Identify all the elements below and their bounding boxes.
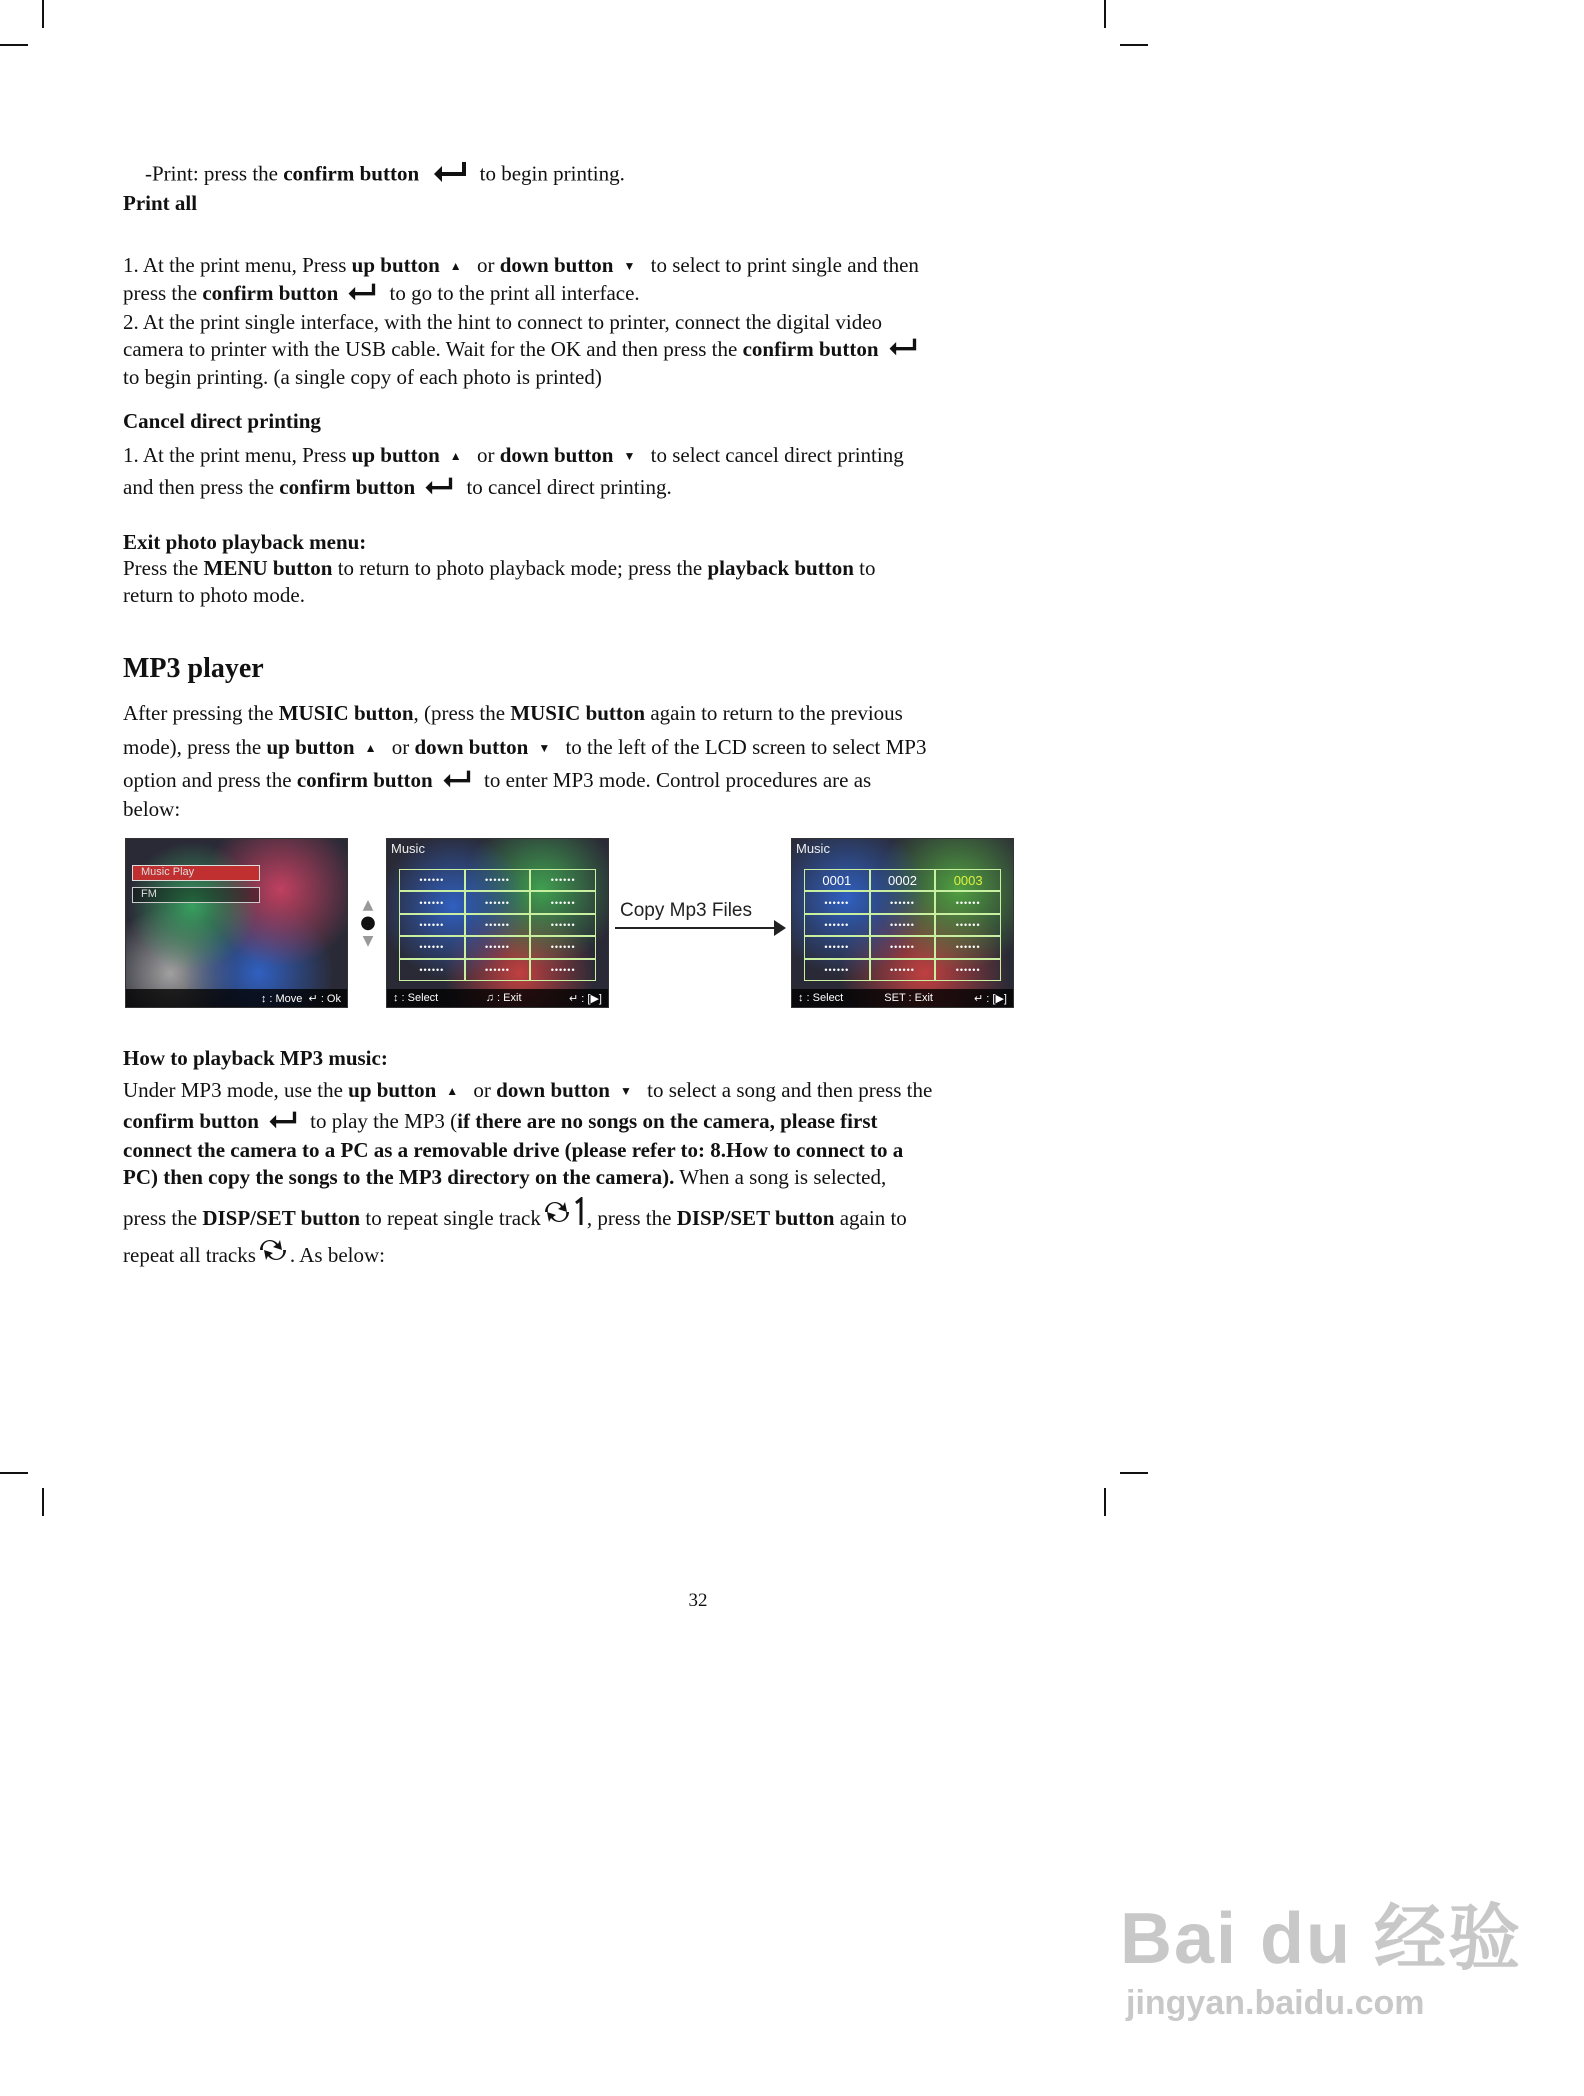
paragraph: 1. At the print menu, Press up button ▲ or down button ▼ to select cancel direct printing and then press the confirm button to cancel direct printing. — [123, 442, 1013, 503]
down-triangle-icon: ▼ — [623, 259, 636, 273]
music-grid: •••••• •••••• •••••• •••••• •••••• •••••• •••••• •••••• •••••• •••••• •••••• •••••• •••••• •••••• •••••• — [399, 869, 596, 981]
paragraph: After pressing the MUSIC button, (press the MUSIC button again to return to the previous mode), press the up button ▲ or down button ▼ to the left of the LCD screen to select MP3 option and press the confirm button to enter MP3 mode. Control procedures are as below: — [123, 701, 927, 821]
screen-title: Music — [796, 841, 830, 856]
baidu-watermark — [1120, 1880, 1522, 2023]
up-triangle-icon: ▲ — [449, 449, 462, 463]
repeat-one-icon — [541, 1197, 587, 1234]
section-heading: How to playback MP3 music: — [123, 1046, 388, 1070]
confirm-icon — [267, 1110, 297, 1137]
watermark-url: jingyan.baidu.com — [1126, 1984, 1425, 2022]
arrow-line — [615, 927, 780, 929]
music-list-screen — [386, 838, 609, 1008]
file-item[interactable]: 0002 — [870, 869, 936, 891]
menu-item-fm[interactable]: FM — [132, 887, 260, 903]
file-item[interactable]: 0003 — [935, 869, 1001, 891]
menu-item-music-play[interactable]: Music Play — [132, 865, 260, 881]
screen-footer: ↕ : Select SET : Exit ↵ : [▶] — [792, 989, 1013, 1007]
up-triangle-icon: ▲ — [446, 1084, 459, 1098]
menu-screen — [125, 838, 348, 1008]
crop-mark — [0, 44, 28, 46]
up-triangle-icon: ▲ — [364, 741, 377, 755]
paragraph: Press the MENU button to return to photo playback mode; press the playback button to return to photo mode. — [123, 556, 876, 607]
music-files-screen — [791, 838, 1014, 1008]
crop-mark — [1104, 0, 1106, 28]
crop-mark — [0, 1472, 28, 1474]
paragraph: Under MP3 mode, use the up button ▲ or down button ▼ to select a song and then press the confirm button to play the MP3 (if there are no songs on the camera, please first connect the camera to a PC as a removable drive (please refer to: 8.How to connect to a PC) then copy the songs to the MP3 directory on the camera). When a song is selected, press the DISP/SET button to repeat single track , press the DISP/SET button again to repeat all tracks . As below: — [123, 1077, 1013, 1271]
section-heading: Print all — [123, 191, 198, 215]
paragraph: 1. At the print menu, Press up button ▲ or down button ▼ to select to print single and then press the confirm button to go to the print all interface. 2. At the print single interface, with the hint to connect to printer, connect the digital video camera to printer with the USB cable. Wait for the OK and then press the confirm button to begin printing. (a single copy of each photo is printed) — [123, 253, 919, 390]
print-line: -Print: press the confirm button to begin printing. — [123, 160, 1035, 191]
crop-mark — [42, 1488, 44, 1516]
down-triangle-icon: ▼ — [362, 933, 374, 949]
confirm-icon — [423, 476, 453, 503]
watermark-logo: Bai du 经验 — [1120, 1899, 1523, 1979]
crop-mark — [1104, 1488, 1106, 1516]
down-triangle-icon: ▼ — [619, 1084, 632, 1098]
screen-footer: ↕ : Move ↵ : Ok — [126, 989, 347, 1007]
nav-indicator — [358, 896, 378, 956]
down-triangle-icon: ▼ — [623, 449, 636, 463]
crop-mark — [1120, 1472, 1148, 1474]
crop-mark — [1120, 44, 1148, 46]
screen-footer: ↕ : Select ♫ : Exit ↵ : [▶] — [387, 989, 608, 1007]
page-number: 32 — [688, 1590, 708, 1611]
copy-files-label: Copy Mp3 Files — [620, 900, 752, 921]
crop-mark — [42, 0, 44, 28]
section-heading: Exit photo playback menu: — [123, 530, 367, 554]
file-item[interactable]: 0001 — [804, 869, 870, 891]
section-heading: Cancel direct printing — [123, 409, 321, 433]
confirm-icon — [441, 769, 471, 796]
dot-icon: ● — [360, 912, 376, 933]
confirm-icon — [346, 282, 376, 309]
up-triangle-icon: ▲ — [362, 897, 374, 913]
screen-title: Music — [391, 841, 425, 856]
arrow-right-icon — [774, 920, 786, 936]
section-title: MP3 player — [123, 653, 264, 684]
confirm-icon — [432, 160, 466, 191]
up-triangle-icon: ▲ — [449, 259, 462, 273]
confirm-icon — [887, 337, 917, 364]
down-triangle-icon: ▼ — [538, 741, 551, 755]
repeat-all-icon — [256, 1236, 290, 1271]
music-grid: 0001 0002 0003 •••••• •••••• •••••• •••••• •••••• •••••• •••••• •••••• •••••• •••••• •••••• •••••• — [804, 869, 1001, 981]
